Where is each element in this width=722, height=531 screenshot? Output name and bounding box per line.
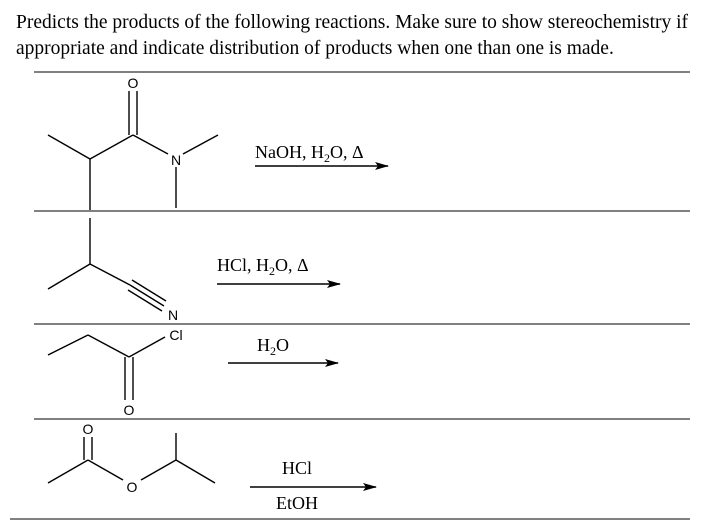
amide-structure xyxy=(48,91,218,210)
reagent-label-2: HCl, $H_2O$, Δ xyxy=(217,255,309,278)
reagent-label-4-bottom: EtOH xyxy=(276,493,318,513)
reagent-label-4-top: HCl xyxy=(281,458,313,478)
ester-structure xyxy=(48,433,215,483)
nitrile-structure xyxy=(48,218,166,311)
prompt-line-2: appropriate and indicate distribution of products when one than one is made. xyxy=(16,38,614,59)
reagent-label-1: NaOH, $H_2O$, Δ xyxy=(255,142,364,165)
atom-label-ester-carbonyl-o: O xyxy=(82,421,94,437)
atom-label-ester-o: O xyxy=(126,479,138,495)
atom-label-amide-n: N xyxy=(170,152,182,168)
atom-label-nitrile-n: N xyxy=(167,307,179,323)
atom-label-carbonyl-o: O xyxy=(127,75,139,91)
prompt-line-1: Predicts the products of the following reactions. Make sure to show stereochemistry if xyxy=(16,12,689,33)
reagent-label-3: $H_2O$ xyxy=(257,335,289,358)
atom-label-chloride: Cl xyxy=(169,327,183,343)
acid-chloride-structure xyxy=(48,335,165,400)
atom-label-acyl-o: O xyxy=(123,402,135,418)
